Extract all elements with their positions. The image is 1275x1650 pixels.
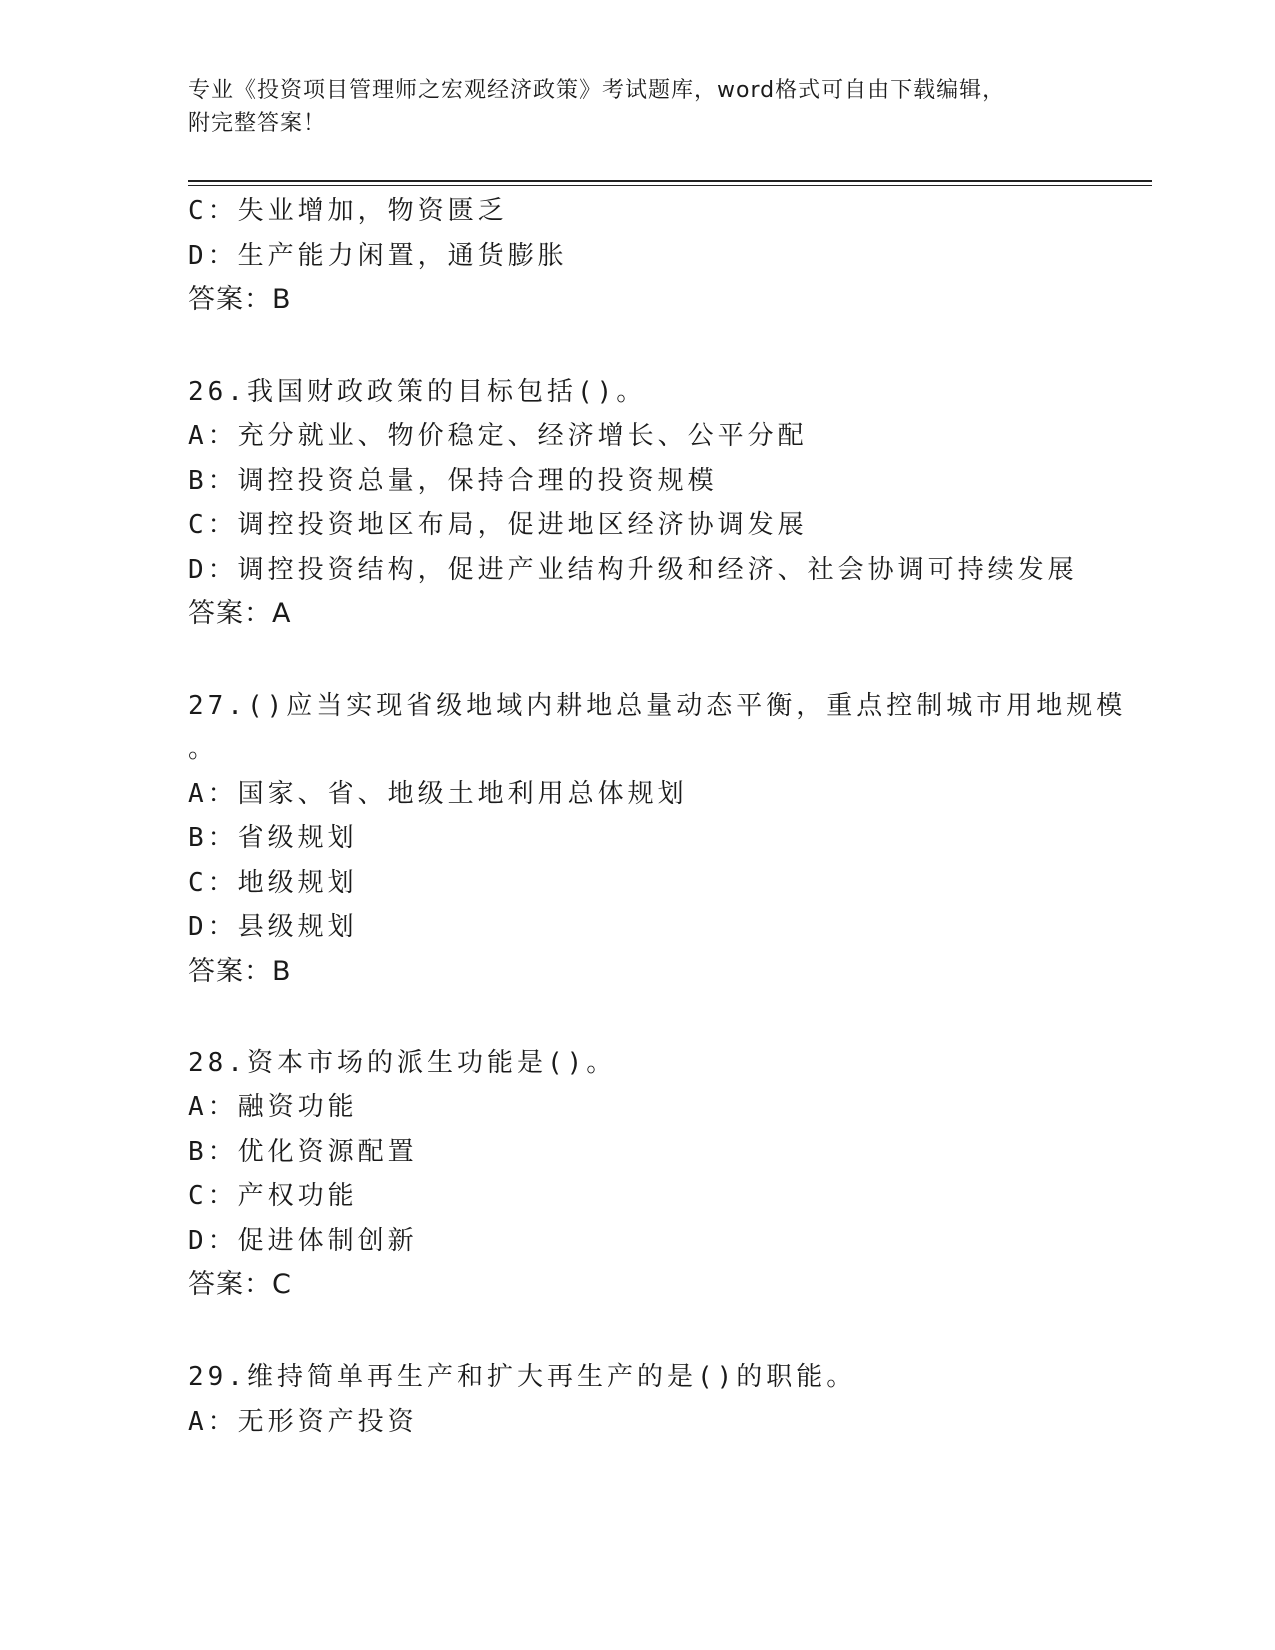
q26-option-b: B：调控投资总量，保持合理的投资规模 — [188, 466, 718, 496]
q25-option-d: D：生产能力闲置，通货膨胀 — [188, 241, 568, 271]
q25-option-c: C：失业增加，物资匮乏 — [188, 196, 508, 226]
header-divider-thin — [188, 185, 1152, 186]
header-title-line2: 附完整答案！ — [188, 111, 327, 136]
q26-answer: 答案：A — [188, 598, 292, 629]
header-title-line1: 专业《投资项目管理师之宏观经济政策》考试题库，word格式可自由下载编辑， — [188, 78, 1006, 103]
q28-answer: 答案：C — [188, 1269, 292, 1300]
q27-option-c: C：地级规划 — [188, 868, 358, 898]
q27-answer: 答案：B — [188, 956, 292, 987]
q27-option-b: B：省级规划 — [188, 823, 358, 853]
q26-option-c: C：调控投资地区布局，促进地区经济协调发展 — [188, 510, 808, 540]
q29-stem: 29.维持简单再生产和扩大再生产的是()的职能。 — [188, 1362, 857, 1392]
q28-option-c: C：产权功能 — [188, 1181, 358, 1211]
q27-option-d: D：县级规划 — [188, 912, 358, 942]
document-header — [188, 74, 1088, 140]
q27-option-a: A：国家、省、地级土地利用总体规划 — [188, 779, 688, 809]
q27-stem-line1: 27.()应当实现省级地域内耕地总量动态平衡，重点控制城市用地规模 — [188, 691, 1127, 721]
q28-option-a: A：融资功能 — [188, 1092, 358, 1122]
q26-option-d: D：调控投资结构，促进产业结构升级和经济、社会协调可持续发展 — [188, 555, 1078, 585]
q26-stem: 26.我国财政政策的目标包括()。 — [188, 377, 647, 407]
q27-stem-line2: 。 — [188, 734, 219, 764]
q26-option-a: A：充分就业、物价稳定、经济增长、公平分配 — [188, 421, 808, 451]
header-divider-thick — [188, 180, 1152, 182]
q28-stem: 28.资本市场的派生功能是()。 — [188, 1048, 617, 1078]
q25-answer: 答案：B — [188, 284, 292, 315]
q28-option-b: B：优化资源配置 — [188, 1137, 418, 1167]
q29-option-a: A：无形资产投资 — [188, 1407, 418, 1437]
q28-option-d: D：促进体制创新 — [188, 1226, 418, 1256]
